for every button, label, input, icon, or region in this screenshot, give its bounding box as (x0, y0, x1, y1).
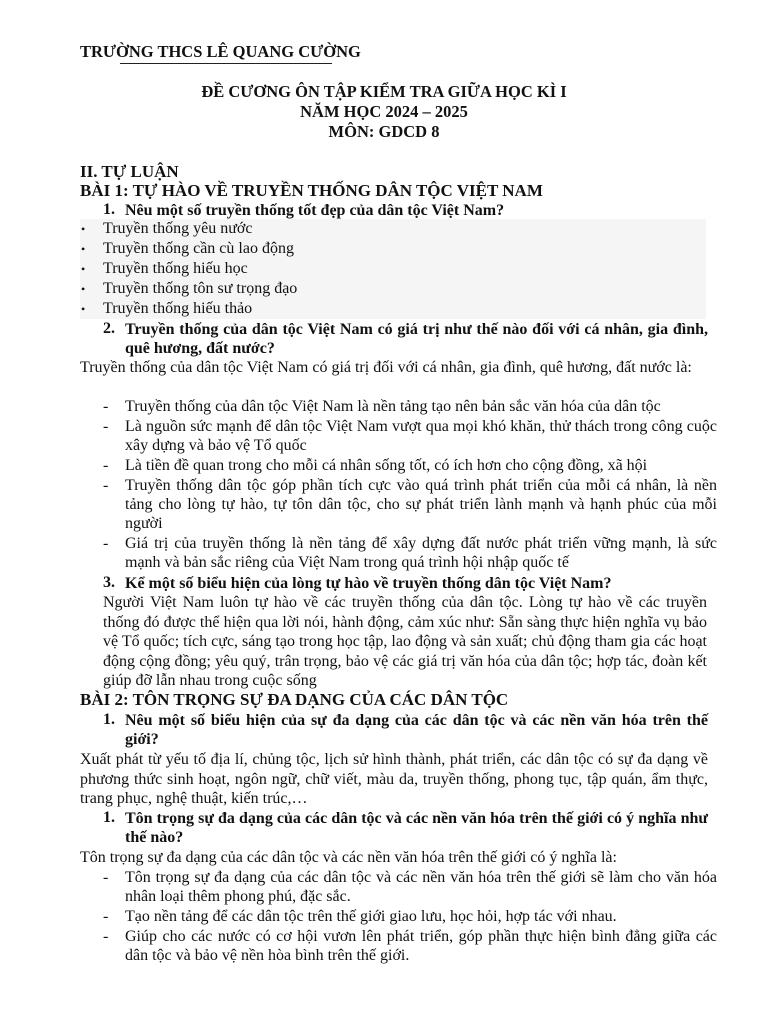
list-item: Tạo nền tảng để các dân tộc trên thế giới giao lưu, học hỏi, hợp tác với nhau. (125, 908, 617, 925)
l1-q2-question: Truyền thống của dân tộc Việt Nam có giá trị như thế nào đối với cá nhân, gia đình, quê hương, đất nước? (125, 321, 708, 357)
dash-marker: - (103, 477, 109, 494)
list-item: Truyền thống yêu nước (103, 220, 253, 237)
l1-q3-answer: Người Việt Nam luôn tự hào về các truyền thống của dân tộc. Lòng tự hào về các truyền thống đó được thể hiện qua lời nói, hành động, cảm xúc như: Sẵn sàng thực hiện nghĩa vụ bảo vệ Tổ quốc; tích cực, sáng tạo trong học tập, lao động và sản xuất; chủ động tham gia các hoạt động cộng đồng; yêu quý, trân trọng, bảo vệ các giá trị văn hóa của dân tộc; hợp tác, đoàn kết giúp đỡ lẫn nhau trong cuộc sống (103, 594, 707, 689)
l2-q1-number: 1. (103, 711, 115, 728)
dash-marker: - (103, 928, 109, 945)
dash-marker: - (103, 908, 109, 925)
bullet-icon: • (81, 242, 86, 256)
l1-q3-number: 3. (103, 574, 115, 591)
l1-q1-number: 1. (103, 201, 115, 218)
l1-q2-intro: Truyền thống của dân tộc Việt Nam có giá trị đối với cá nhân, gia đình, quê hương, đất nước là: (80, 359, 692, 376)
l2-q2-question: Tôn trọng sự đa dạng của các dân tộc và các nền văn hóa trên thế giới có ý nghĩa như thế nào? (125, 810, 708, 846)
list-item: Truyền thống cần cù lao động (103, 240, 294, 257)
list-item: Giúp cho các nước có cơ hội vươn lên phát triển, góp phần thực hiện bình đẳng giữa các dân tộc và bảo vệ nền hòa bình trên thế giới. (125, 928, 717, 964)
school-name-underline (120, 63, 332, 64)
l2-q2-intro: Tôn trọng sự đa dạng của các dân tộc và các nền văn hóa trên thế giới có ý nghĩa là: (80, 849, 617, 866)
exam-title: ĐỀ CƯƠNG ÔN TẬP KIỂM TRA GIỮA HỌC KÌ I (201, 82, 567, 101)
dash-marker: - (103, 398, 109, 415)
bullet-icon: • (81, 282, 86, 296)
list-item: Truyền thống của dân tộc Việt Nam là nền tảng tạo nên bản sắc văn hóa của dân tộc (125, 398, 661, 415)
dash-marker: - (103, 869, 109, 886)
list-item: Tôn trọng sự đa dạng của các dân tộc và các nền văn hóa trên thế giới sẽ làm cho văn hóa nhân loại thêm phong phú, đặc sắc. (125, 869, 717, 905)
list-item: Là nguồn sức mạnh để dân tộc Việt Nam vượt qua mọi khó khăn, thử thách trong công cuộc xây dựng và bảo vệ Tổ quốc (125, 418, 717, 454)
l1-q3-question: Kể một số biểu hiện của lòng tự hào về truyền thống dân tộc Việt Nam? (125, 575, 612, 592)
list-item: Truyền thống dân tộc góp phần tích cực vào quá trình phát triển của mỗi cá nhân, là nền tảng cho lòng tự hào, tự tôn dân tộc, cho sự phát triển lành mạnh và hạnh phúc của mỗi người (125, 477, 717, 532)
list-item: Giá trị của truyền thống là nền tảng để xây dựng đất nước phát triển vững mạnh, là sức mạnh và bản sắc riêng của Việt Nam trong quá trình hội nhập quốc tế (125, 535, 717, 571)
subject-title: MÔN: GDCD 8 (328, 122, 440, 141)
l2-q1-question: Nêu một số biểu hiện của sự đa dạng của các dân tộc và các nền văn hóa trên thế giới? (125, 712, 708, 748)
l2-q1-answer: Xuất phát từ yếu tố địa lí, chủng tộc, lịch sử hình thành, phát triển, các dân tộc có sự đa dạng về phương thức sinh hoạt, ngôn ngữ, chữ viết, màu da, truyền thống, phong tục, tập quán, ẩm thực, trang phục, nghệ thuật, kiến trúc,… (80, 751, 708, 807)
l1-q1-question: Nêu một số truyền thống tốt đẹp của dân tộc Việt Nam? (125, 202, 505, 219)
bullet-icon: • (81, 302, 86, 316)
bullet-icon: • (81, 262, 86, 276)
bullet-icon: • (81, 222, 86, 236)
dash-marker: - (103, 457, 109, 474)
school-name: TRƯỜNG THCS LÊ QUANG CƯỜNG (80, 42, 361, 61)
list-item: Là tiền đề quan trong cho mỗi cá nhân sống tốt, có ích hơn cho cộng đồng, xã hội (125, 457, 648, 474)
dash-marker: - (103, 418, 109, 435)
lesson2-title: BÀI 2: TÔN TRỌNG SỰ ĐA DẠNG CỦA CÁC DÂN TỘC (80, 690, 509, 709)
l2-q2-number: 1. (103, 809, 115, 826)
school-year: NĂM HỌC 2024 – 2025 (300, 102, 468, 121)
l1-q2-number: 2. (103, 320, 115, 337)
lesson1-title: BÀI 1: TỰ HÀO VỀ TRUYỀN THỐNG DÂN TỘC VIỆT NAM (80, 181, 543, 200)
section-heading: II. TỰ LUẬN (80, 162, 179, 181)
dash-marker: - (103, 535, 109, 552)
list-item: Truyền thống hiếu học (103, 260, 248, 277)
list-item: Truyền thống tôn sư trọng đạo (103, 280, 298, 297)
list-item: Truyền thống hiếu thảo (103, 300, 253, 317)
